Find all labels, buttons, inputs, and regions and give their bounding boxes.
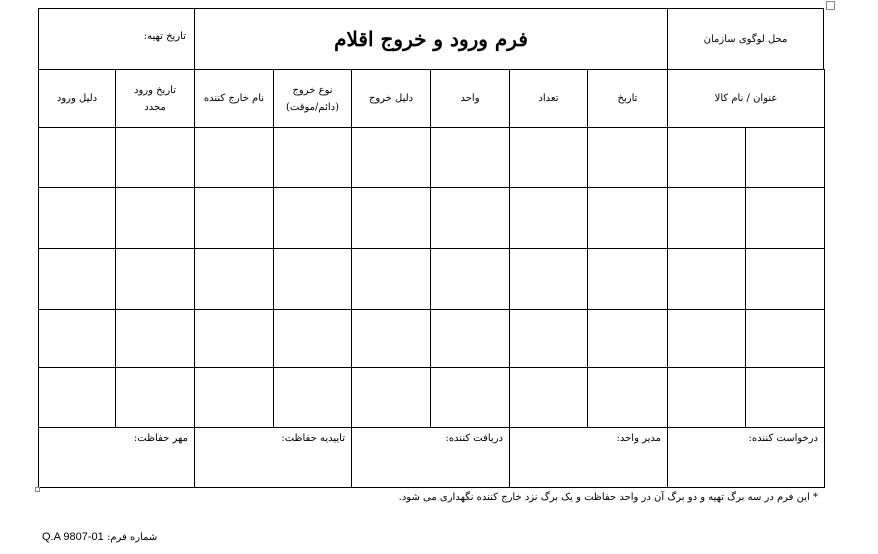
table-cell[interactable] (745, 127, 825, 188)
table-cell[interactable] (38, 309, 116, 368)
column-header-label: تاریخ (617, 93, 638, 104)
table-cell[interactable] (38, 187, 116, 249)
table-cell[interactable] (115, 367, 195, 428)
column-header (194, 69, 274, 128)
table-cell[interactable] (351, 187, 431, 249)
table-cell[interactable] (194, 309, 274, 368)
logo-placeholder: محل لوگوی سازمان (703, 33, 788, 45)
table-cell[interactable] (351, 127, 431, 188)
column-header (509, 69, 588, 128)
table-cell[interactable] (194, 127, 274, 188)
table-cell[interactable] (745, 309, 825, 368)
column-header-label: دلیل ورود (56, 93, 98, 104)
table-cell[interactable] (745, 187, 825, 249)
column-header (587, 69, 668, 128)
table-cell[interactable] (745, 367, 825, 428)
table-cell[interactable] (587, 187, 668, 249)
table-cell[interactable] (115, 248, 195, 310)
form-number-value: Q.A 9807-01 (42, 531, 104, 543)
table-cell[interactable] (115, 127, 195, 188)
column-header-label: تعداد (538, 93, 559, 104)
signature-cell[interactable] (667, 427, 825, 488)
table-cell[interactable] (194, 367, 274, 428)
table-cell[interactable] (509, 248, 588, 310)
table-cell[interactable] (273, 187, 352, 249)
table-cell[interactable] (667, 187, 746, 249)
column-header-label: واحد (460, 93, 480, 104)
table-cell[interactable] (430, 127, 510, 188)
column-header-label: نوع خروج (292, 84, 333, 96)
signature-label: درخواست کننده: (748, 433, 818, 444)
table-cell[interactable] (509, 187, 588, 249)
table-cell[interactable] (587, 367, 668, 428)
table-cell[interactable] (667, 127, 746, 188)
footnote: * این فرم در سه برگ تهیه و دو برگ آن در واحد حفاظت و یک برگ نزد خارج کننده نگهداری می شود. (398, 492, 818, 503)
table-cell[interactable] (587, 309, 668, 368)
table-cell[interactable] (667, 309, 746, 368)
table-cell[interactable] (509, 309, 588, 368)
signature-label: مهر حفاظت: (133, 433, 188, 444)
resize-handle-icon[interactable] (35, 487, 40, 492)
table-cell[interactable] (115, 187, 195, 249)
signature-cell[interactable] (38, 427, 195, 488)
table-cell[interactable] (273, 127, 352, 188)
table-cell[interactable] (667, 248, 746, 310)
signature-label: مدیر واحد: (616, 433, 661, 444)
table-cell[interactable] (430, 248, 510, 310)
form-number (42, 531, 157, 543)
column-header (351, 69, 431, 128)
table-cell[interactable] (273, 367, 352, 428)
table-cell[interactable] (273, 309, 352, 368)
table-cell[interactable] (38, 248, 116, 310)
table-cell[interactable] (745, 248, 825, 310)
table-cell[interactable] (194, 187, 274, 249)
prep-date-cell[interactable] (38, 8, 195, 70)
table-cell[interactable] (38, 127, 116, 188)
column-header-label: تاریخ ورود (133, 84, 177, 96)
signature-label: دریافت کننده: (445, 433, 503, 444)
form-number-label: شماره فرم: (106, 532, 158, 543)
signature-cell[interactable] (194, 427, 352, 488)
column-header-label: عنوان / نام کالا (714, 93, 778, 104)
column-header-sublabel: مجدد (144, 101, 166, 113)
column-header (273, 69, 352, 128)
table-cell[interactable] (430, 367, 510, 428)
table-cell[interactable] (351, 309, 431, 368)
table-cell[interactable] (38, 367, 116, 428)
column-header (430, 69, 510, 128)
column-header (38, 69, 116, 128)
column-header-label: دلیل خروج (368, 93, 414, 104)
table-cell[interactable] (587, 248, 668, 310)
table-cell[interactable] (509, 367, 588, 428)
column-header (115, 69, 195, 128)
table-cell[interactable] (667, 367, 746, 428)
table-cell[interactable] (509, 127, 588, 188)
table-cell[interactable] (194, 248, 274, 310)
column-header (667, 69, 825, 128)
table-cell[interactable] (430, 187, 510, 249)
logo-cell (667, 8, 824, 70)
column-header-sublabel: (دائم/موقت) (286, 101, 339, 113)
table-move-handle-icon[interactable] (826, 1, 835, 10)
table-cell[interactable] (430, 309, 510, 368)
table-cell[interactable] (273, 248, 352, 310)
table-cell[interactable] (587, 127, 668, 188)
form-title-cell (194, 8, 668, 70)
table-cell[interactable] (351, 367, 431, 428)
signature-label: تاییدیه حفاظت: (281, 433, 345, 444)
prep-date-label: تاریخ تهیه: (143, 31, 186, 42)
column-header-label: نام خارج کننده (203, 93, 265, 104)
table-cell[interactable] (351, 248, 431, 310)
signature-cell[interactable] (351, 427, 510, 488)
form-title: فرم ورود و خروج اقلام (334, 27, 528, 51)
table-cell[interactable] (115, 309, 195, 368)
signature-cell[interactable] (509, 427, 668, 488)
